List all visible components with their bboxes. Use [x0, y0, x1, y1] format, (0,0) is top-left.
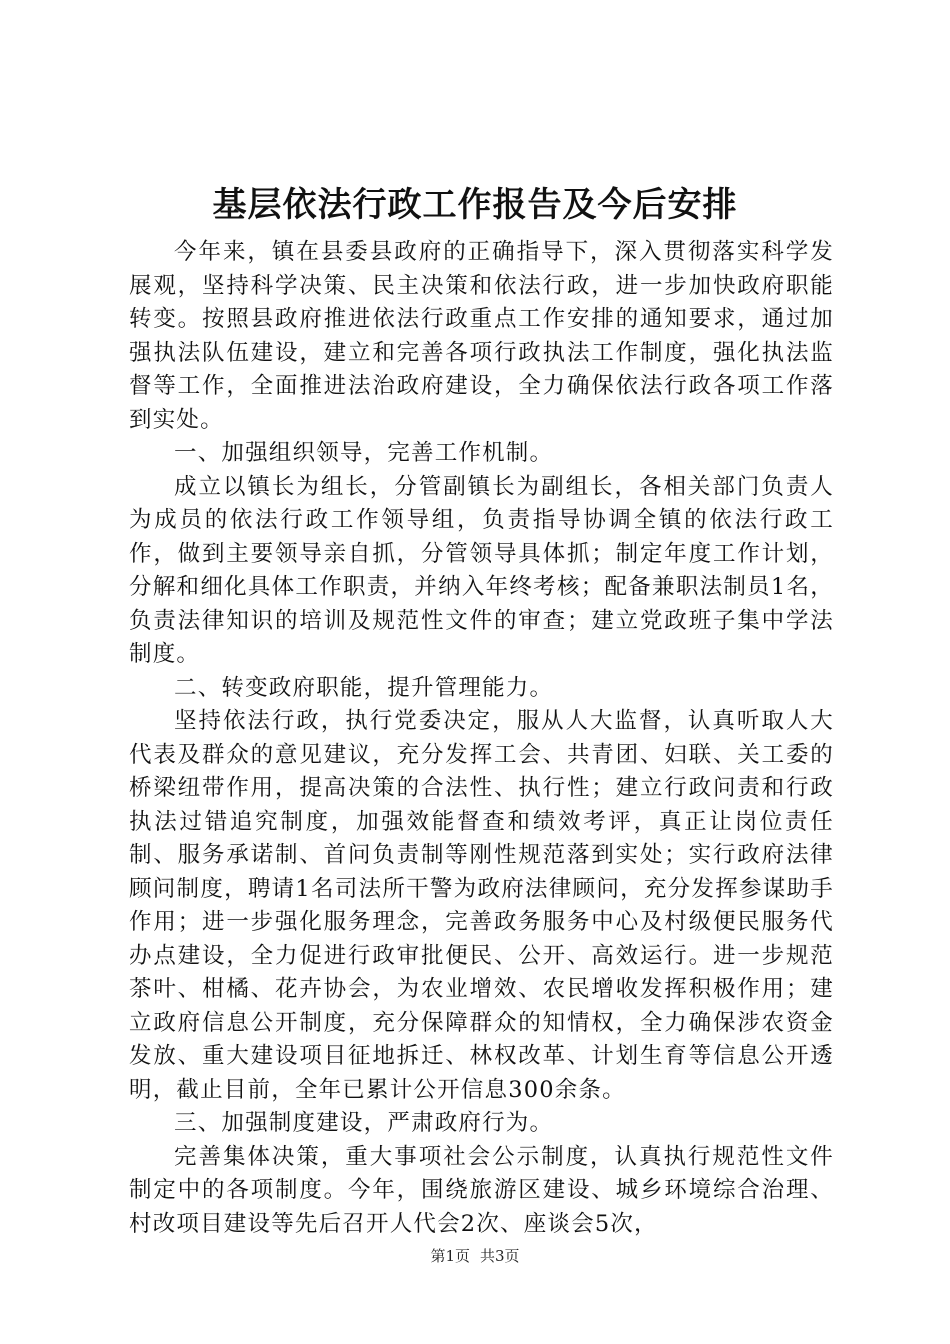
document-title: 基层依法行政工作报告及今后安排 [212, 185, 738, 225]
document-body [129, 236, 834, 1241]
section-paragraph-3: 完善集体决策，重大事项社会公示制度，认真执行规范性文件制定中的各项制度。今年，围绕旅游区建设、城乡环境综合治理、村改项目建设等先后召开人代会2次、座谈会5次， [129, 1143, 834, 1237]
section-heading-3: 三、加强制度建设，严肃政府行为。 [174, 1110, 554, 1136]
section-paragraph-1: 成立以镇长为组长，分管副镇长为副组长，各相关部门负责人为成员的依法行政工作领导组，负责指导协调全镇的依法行政工作，做到主要领导亲自抓，分管领导具体抓；制定年度工作计划，分解和细化具体工作职责，并纳入年终考核；配备兼职法制员1名，负责法律知识的培训及规范性文件的审查；建立党政班子集中学法制度。 [129, 473, 834, 667]
section-paragraph-2: 坚持依法行政，执行党委决定，服从人大监督，认真听取人大代表及群众的意见建议，充分发挥工会、共青团、妇联、关工委的桥梁纽带作用，提高决策的合法性、执行性；建立行政问责和行政执法过错追究制度，加强效能督查和绩效考评，真正让岗位责任制、服务承诺制、首问负责制等刚性规范落到实处；实行政府法律顾问制度，聘请1名司法所干警为政府法律顾问，充分发挥参谋助手作用；进一步强化服务理念，完善政务服务中心及村级便民服务代办点建设，全力促进行政审批便民、公开、高效运行。进一步规范茶叶、柑橘、花卉协会，为农业增效、农民增收发挥积极作用；建立政府信息公开制度，充分保障群众的知情权，全力确保涉农资金发放、重大建设项目征地拆迁、林权改革、计划生育等信息公开透明，截止目前，全年已累计公开信息300余条。 [129, 708, 834, 1103]
section-heading-2: 二、转变政府职能，提升管理能力。 [174, 674, 554, 701]
page-footer [0, 1246, 950, 1266]
section-heading-1: 一、加强组织领导，完善工作机制。 [174, 440, 554, 466]
page-total: 共3页 [480, 1247, 520, 1265]
page-number: 第1页 [430, 1247, 470, 1265]
intro-paragraph: 今年来，镇在县委县政府的正确指导下，深入贯彻落实科学发展观，坚持科学决策、民主决策和依法行政，进一步加快政府职能转变。按照县政府推进依法行政重点工作安排的通知要求，通过加强执法队伍建设，建立和完善各项行政执法工作制度，强化执法监督等工作，全面推进法治政府建设，全力确保依法行政各项工作落到实处。 [129, 239, 834, 433]
